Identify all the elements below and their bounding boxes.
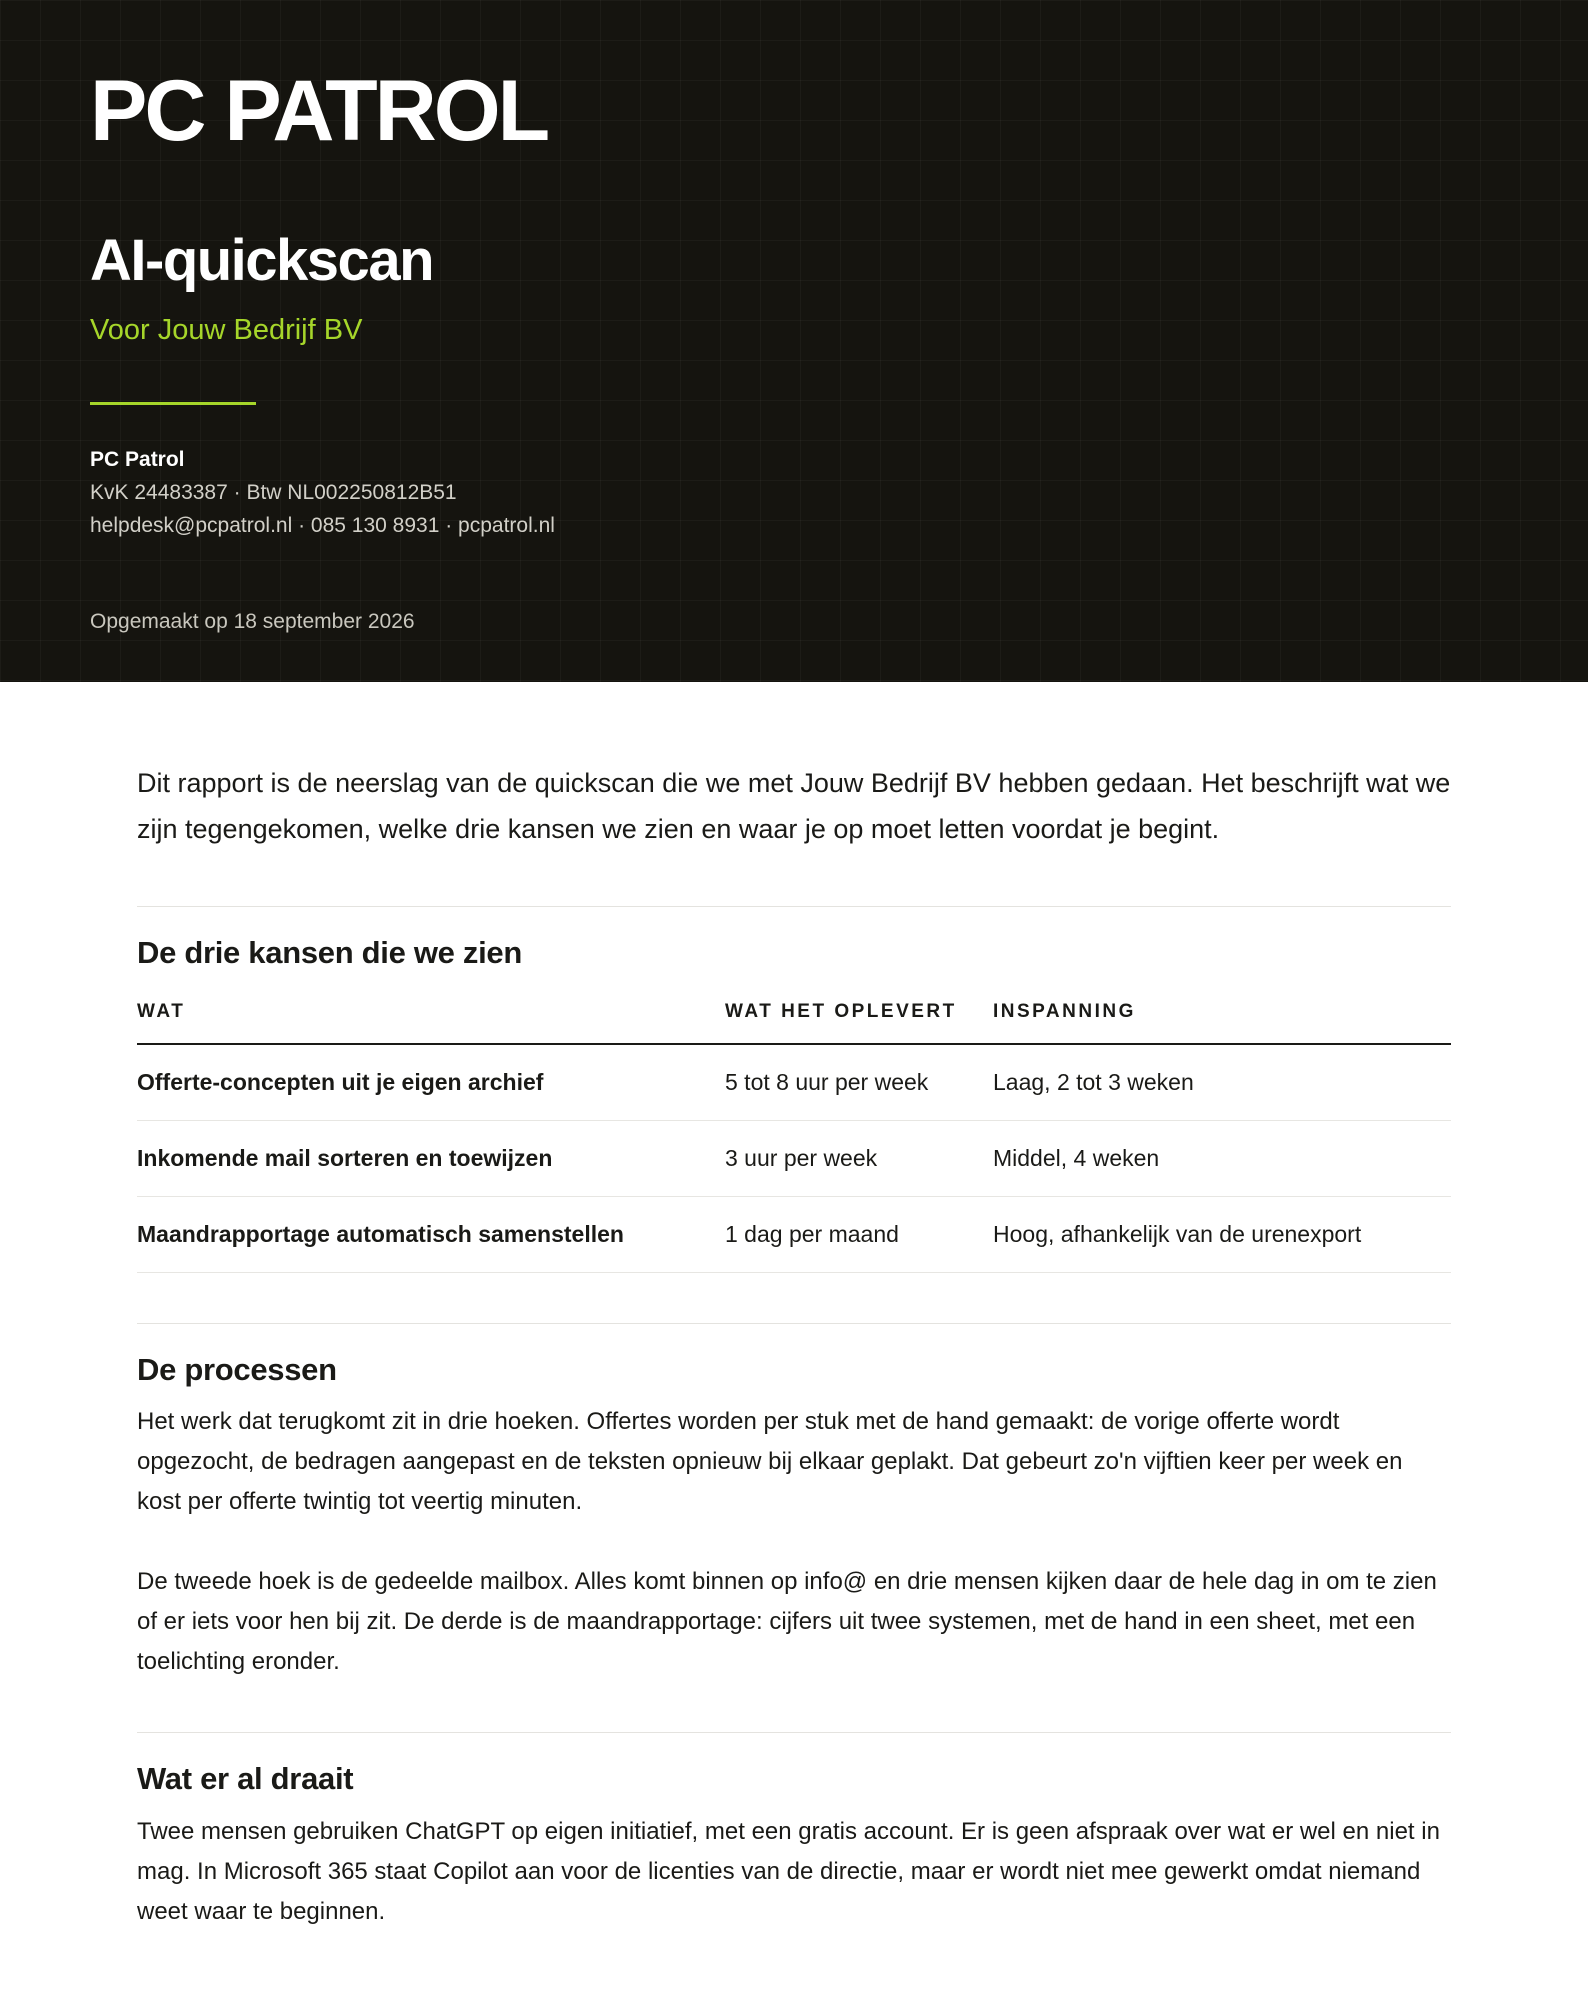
cell-what: Offerte-concepten uit je eigen archief (137, 1044, 725, 1121)
running-heading: Wat er al draait (137, 1761, 354, 1797)
processes-paragraph: Het werk dat terugkomt zit in drie hoeken. Offertes worden per stuk met de hand gemaakt: de vorige offerte wordt opgezocht, de bedragen aangepast en de teksten opnieuw bij elkaar geplakt. Dat gebeurt zo'n vijftien keer per week en kost per offerte twintig tot veertig minuten. (137, 1408, 1403, 1516)
report-cover (0, 0, 1588, 682)
table-header-row (137, 1001, 1451, 1044)
opportunities-section (137, 906, 1451, 1273)
report-body (0, 682, 1588, 1932)
processes-heading: De processen (137, 1352, 337, 1388)
company-registration: KvK 24483387 · Btw NL002250812B51 (90, 481, 457, 504)
column-header-yield: WAT HET OPLEVERT (725, 1001, 993, 1044)
cell-yield: 1 dag per maand (725, 1197, 993, 1273)
table-row (137, 1121, 1451, 1197)
cell-yield: 5 tot 8 uur per week (725, 1044, 993, 1121)
opportunities-table (137, 1001, 1451, 1273)
cell-what: Maandrapportage automatisch samenstellen (137, 1197, 725, 1273)
cell-effort: Middel, 4 weken (993, 1121, 1451, 1197)
cell-yield: 3 uur per week (725, 1121, 993, 1197)
running-section (137, 1732, 1451, 1931)
opportunities-heading: De drie kansen die we zien (137, 935, 523, 970)
report-title: AI-quickscan (90, 228, 433, 293)
column-header-effort: INSPANNING (993, 1001, 1451, 1044)
cell-what: Inkomende mail sorteren en toewijzen (137, 1121, 725, 1197)
table-row (137, 1044, 1451, 1121)
running-paragraph: Twee mensen gebruiken ChatGPT op eigen initiatief, met een gratis account. Er is geen afspraak over wat er wel en niet in mag. In Microsoft 365 staat Copilot aan voor de licenties van de directie, maar er wordt niet mee gewerkt omdat niemand weet waar te beginnen. (137, 1817, 1440, 1925)
created-date: Opgemaakt op 18 september 2026 (90, 610, 415, 633)
company-contact: helpdesk@pcpatrol.nl · 085 130 8931 · pcpatrol.nl (90, 514, 555, 537)
brand-logo: PC PATROL (90, 63, 548, 159)
processes-paragraph: De tweede hoek is de gedeelde mailbox. Alles komt binnen op info@ en drie mensen kijken daar de hele dag in om te zien of er iets voor hen bij zit. De derde is de maandrapportage: cijfers uit twee systemen, met de hand in een sheet, met een toelichting eronder. (137, 1568, 1437, 1676)
cell-effort: Laag, 2 tot 3 weken (993, 1044, 1451, 1121)
company-name: PC Patrol (90, 448, 185, 471)
processes-section (137, 1323, 1451, 1682)
column-header-what: WAT (137, 1001, 725, 1044)
table-row (137, 1197, 1451, 1273)
intro-paragraph: Dit rapport is de neerslag van de quickscan die we met Jouw Bedrijf BV hebben gedaan. Het beschrijft wat we zijn tegengekomen, welke drie kansen we zien en waar je op moet letten voordat je begint. (137, 768, 1451, 844)
accent-divider (90, 402, 256, 405)
cell-effort: Hoog, afhankelijk van de urenexport (993, 1197, 1451, 1273)
report-subtitle: Voor Jouw Bedrijf BV (90, 314, 363, 346)
